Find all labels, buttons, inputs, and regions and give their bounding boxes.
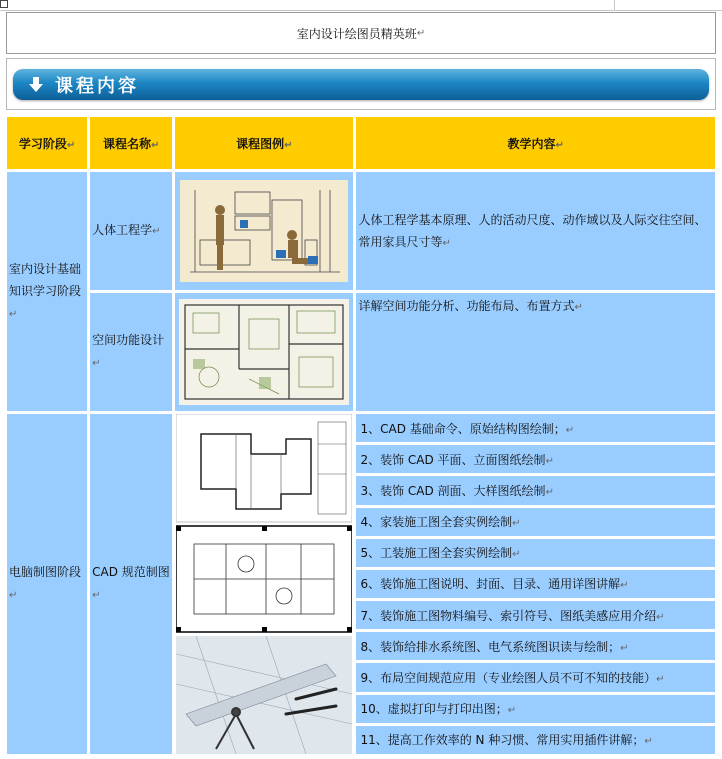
paragraph-mark: ↵ [284,139,293,151]
content-item-2 [356,445,715,473]
paragraph-mark: ↵ [620,642,629,654]
content-item-text: 11、提高工作效率的 N 种习惯、常用实用插件讲解； [360,733,645,748]
content-item-text: 5、工装施工图全套实例绘制 [360,546,513,561]
header-stage [7,117,87,169]
course-name: 空间功能设计 [92,333,165,347]
content-item-text: 1、CAD 基础命令、原始结构图绘制； [360,421,566,436]
illustration-space [175,293,353,411]
page-title [6,12,716,54]
content-item-10 [356,695,715,723]
paragraph-mark: ↵ [150,139,160,151]
text-cursor-mark [0,0,8,8]
header-course [90,117,172,169]
table-row [7,172,715,290]
paragraph-mark: ↵ [152,226,161,237]
content-item-text: 2、装饰 CAD 平面、立面图纸绘制 [360,452,546,467]
paragraph-mark: ↵ [512,518,521,530]
document-top-ruler [0,0,722,11]
banner-frame [6,58,716,110]
content-text: 详解空间功能分析、功能布局、布置方式 [358,299,575,313]
stage-label: 电脑制图阶段 [9,565,82,579]
page-title-text: 室内设计绘图员精英班 [296,26,417,41]
paragraph-mark: ↵ [66,139,76,151]
table-row [7,414,715,442]
paragraph-mark: ↵ [555,139,564,151]
illustration-ergonomics [175,172,353,290]
content-item-3 [356,476,715,504]
paragraph-mark: ↵ [416,27,426,39]
header-content [356,117,715,169]
table-row [7,293,715,411]
ruler-tick [614,0,615,10]
content-item-text: 9、布局空间规范应用（专业绘图人员不可不知的技能） [360,670,657,685]
cad-drawings-image [176,414,352,754]
header-stage-label: 学习阶段 [18,136,67,151]
content-item-1 [356,414,715,442]
paragraph-mark: ↵ [565,424,575,436]
paragraph-mark: ↵ [545,486,554,498]
illustration-cad [175,414,353,754]
stage-label: 室内设计基础知识学习阶段 [9,261,82,298]
paragraph-mark: ↵ [442,238,451,249]
content-item-4 [356,508,715,536]
banner-label: 课程内容 [55,75,139,97]
table-header-row [7,117,715,169]
content-item-text: 7、装饰施工图物料编号、索引符号、图纸美感应用介绍 [360,608,657,623]
header-illustration-label: 课程图例 [236,136,285,151]
paragraph-mark: ↵ [656,611,665,623]
paragraph-mark: ↵ [656,673,665,685]
content-item-11 [356,726,715,754]
content-cell-space [356,293,715,411]
paragraph-mark: ↵ [9,308,18,320]
course-cell-cad [90,414,172,754]
stage-cell-cad [7,414,87,754]
paragraph-mark: ↵ [620,580,629,592]
content-item-text: 10、虚拟打印与打印出图； [360,702,508,717]
paragraph-mark: ↵ [574,302,583,313]
content-item-7 [356,601,715,629]
header-content-label: 教学内容 [507,136,556,151]
content-item-text: 6、装饰施工图说明、封面、目录、通用详图讲解 [360,577,621,592]
paragraph-mark: ↵ [507,705,517,717]
header-illustration [175,117,353,169]
content-item-text: 4、家装施工图全套实例绘制 [360,515,513,530]
course-name: CAD 规范制图 [92,565,170,579]
paragraph-mark: ↵ [545,455,554,467]
course-table [4,114,718,757]
stage-cell-basics [7,172,87,411]
paragraph-mark: ↵ [512,549,521,561]
content-cell-ergonomics [356,172,715,290]
space-plan-drawing-image [179,299,349,405]
content-text: 人体工程学基本原理、人的活动尺度、动作域以及人际交往空间、常用家具尺寸等 [358,213,707,249]
course-cell-space [90,293,172,411]
down-arrow-icon [27,76,45,94]
paragraph-mark: ↵ [92,358,101,369]
content-item-8 [356,632,715,660]
paragraph-mark: ↵ [9,590,18,601]
content-item-9 [356,663,715,691]
course-name: 人体工程学 [92,223,153,237]
content-item-5 [356,539,715,567]
paragraph-mark: ↵ [644,736,653,748]
course-cell-ergonomics [90,172,172,290]
course-content-banner [13,69,709,100]
header-course-label: 课程名称 [102,136,151,151]
paragraph-mark: ↵ [92,590,101,601]
ergonomics-drawing-image [180,180,348,282]
content-item-text: 3、装饰 CAD 剖面、大样图纸绘制 [360,483,546,498]
content-item-text: 8、装饰给排水系统图、电气系统图识读与绘制； [360,639,621,654]
content-item-6 [356,570,715,598]
